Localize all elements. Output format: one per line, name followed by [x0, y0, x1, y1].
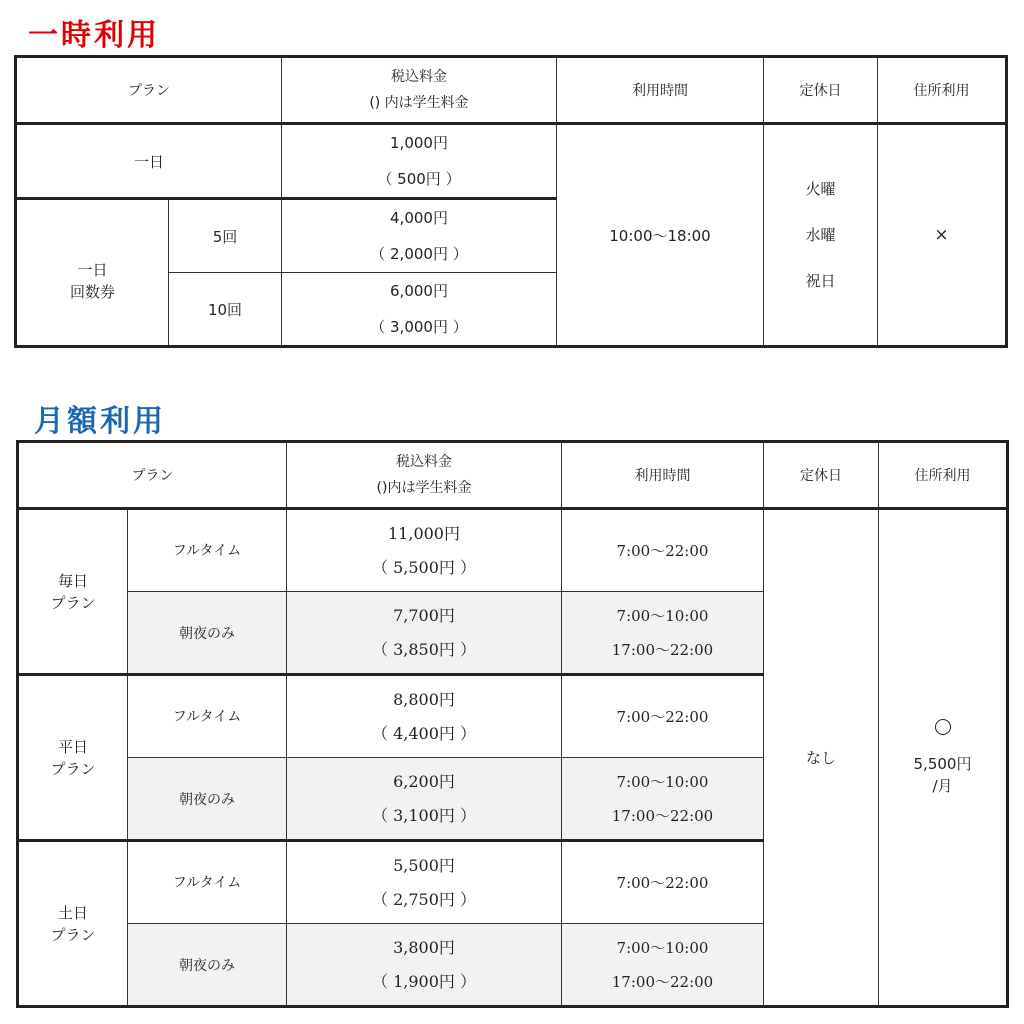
- available-circle-icon: [935, 719, 951, 735]
- plan-type: 朝夜のみ: [128, 758, 287, 841]
- plan-price: [287, 924, 562, 1007]
- hours-line: 7:00〜10:00: [616, 772, 709, 791]
- address-use-cell: [879, 509, 1008, 1007]
- plan-hours: 7:00〜22:00: [562, 841, 764, 924]
- plan-price: [287, 758, 562, 841]
- address-use-cell: ×: [878, 124, 1007, 347]
- student-price-value: （ 1,900円 ）: [372, 971, 476, 991]
- header-hours: 利用時間: [562, 442, 764, 509]
- plan-hours: 7:00〜22:00: [562, 509, 764, 592]
- closed-day: 祝日: [805, 272, 836, 290]
- closed-day: 水曜: [805, 226, 836, 244]
- coupon-5-label: 5回: [169, 199, 282, 273]
- plan-type: 朝夜のみ: [128, 592, 287, 675]
- header-price-line1: 税込料金: [396, 454, 452, 470]
- plan-one-day-price: [282, 124, 557, 199]
- plan-group-label: [18, 509, 128, 675]
- coupon-label-line2: 回数券: [69, 282, 115, 301]
- coupon-5-price: [282, 199, 557, 273]
- plan-type: フルタイム: [128, 509, 287, 592]
- hours-line: 7:00〜10:00: [616, 606, 709, 625]
- header-hours: 利用時間: [557, 57, 764, 124]
- header-price-line2: () 内は学生料金: [369, 95, 469, 111]
- header-price: [287, 442, 562, 509]
- student-price-value: （ 3,850円 ）: [372, 639, 476, 659]
- header-price: [282, 57, 557, 124]
- price-value: 6,000円: [390, 282, 448, 300]
- hours-line: 7:00〜10:00: [616, 938, 709, 957]
- plan-type: フルタイム: [128, 841, 287, 924]
- student-price-value: （ 2,750円 ）: [372, 889, 476, 909]
- plan-group-label-line1: 平日: [57, 737, 88, 756]
- plan-type: 朝夜のみ: [128, 924, 287, 1007]
- monthly-use-title: 月額利用: [34, 404, 166, 439]
- header-address: 住所利用: [879, 442, 1008, 509]
- plan-price: [287, 841, 562, 924]
- header-closed: 定休日: [764, 442, 879, 509]
- hours-line: 17:00〜22:00: [611, 972, 714, 991]
- price-value: 5,500円: [393, 855, 455, 875]
- coupon-label-line1: 一日: [77, 260, 108, 279]
- closed-days-cell: なし: [764, 509, 879, 1007]
- price-value: 7,700円: [393, 605, 455, 625]
- plan-price: [287, 509, 562, 592]
- price-value: 6,200円: [393, 771, 455, 791]
- plan-price: [287, 592, 562, 675]
- plan-price: [287, 675, 562, 758]
- plan-group-label: [18, 675, 128, 841]
- header-closed: 定休日: [764, 57, 878, 124]
- plan-one-day-label: 一日: [16, 124, 282, 199]
- header-price-line2: ()内は学生料金: [376, 480, 472, 496]
- address-use-price: 5,500円: [913, 754, 972, 773]
- plan-hours: [562, 758, 764, 841]
- price-value: 11,000円: [388, 523, 460, 543]
- coupon-10-price: [282, 273, 557, 347]
- closed-day: 火曜: [805, 180, 836, 198]
- plan-hours: [562, 924, 764, 1007]
- plan-type: フルタイム: [128, 675, 287, 758]
- plan-group-label-line2: プラン: [50, 593, 96, 612]
- hours-cell: 10:00〜18:00: [557, 124, 764, 347]
- plan-group-label-line2: プラン: [50, 759, 96, 778]
- header-address: 住所利用: [878, 57, 1007, 124]
- monthly-use-table: [16, 440, 1009, 1008]
- student-price-value: （ 3,000円 ）: [370, 318, 468, 336]
- plan-hours: 7:00〜22:00: [562, 675, 764, 758]
- closed-days-cell: [764, 124, 878, 347]
- plan-group-label-line1: 土日: [57, 903, 88, 922]
- student-price-value: （ 500円 ）: [377, 170, 461, 188]
- coupon-10-label: 10回: [169, 273, 282, 347]
- hours-line: 17:00〜22:00: [611, 806, 714, 825]
- student-price-value: （ 2,000円 ）: [370, 245, 468, 263]
- header-price-line1: 税込料金: [391, 69, 447, 85]
- address-use-unit: /月: [932, 776, 953, 795]
- student-price-value: （ 3,100円 ）: [372, 805, 476, 825]
- temporary-use-title: 一時利用: [28, 18, 160, 53]
- coupon-label: [16, 199, 169, 347]
- hours-line: 17:00〜22:00: [611, 640, 714, 659]
- price-value: 8,800円: [393, 689, 455, 709]
- header-plan: プラン: [18, 442, 287, 509]
- student-price-value: （ 5,500円 ）: [372, 557, 476, 577]
- price-value: 4,000円: [390, 209, 448, 227]
- temporary-use-table: [14, 55, 1008, 348]
- price-value: 3,800円: [393, 937, 455, 957]
- plan-group-label-line1: 毎日: [57, 571, 88, 590]
- plan-hours: [562, 592, 764, 675]
- student-price-value: （ 4,400円 ）: [372, 723, 476, 743]
- plan-group-label: [18, 841, 128, 1007]
- header-plan: プラン: [16, 57, 282, 124]
- price-value: 1,000円: [390, 134, 448, 152]
- plan-group-label-line2: プラン: [50, 925, 96, 944]
